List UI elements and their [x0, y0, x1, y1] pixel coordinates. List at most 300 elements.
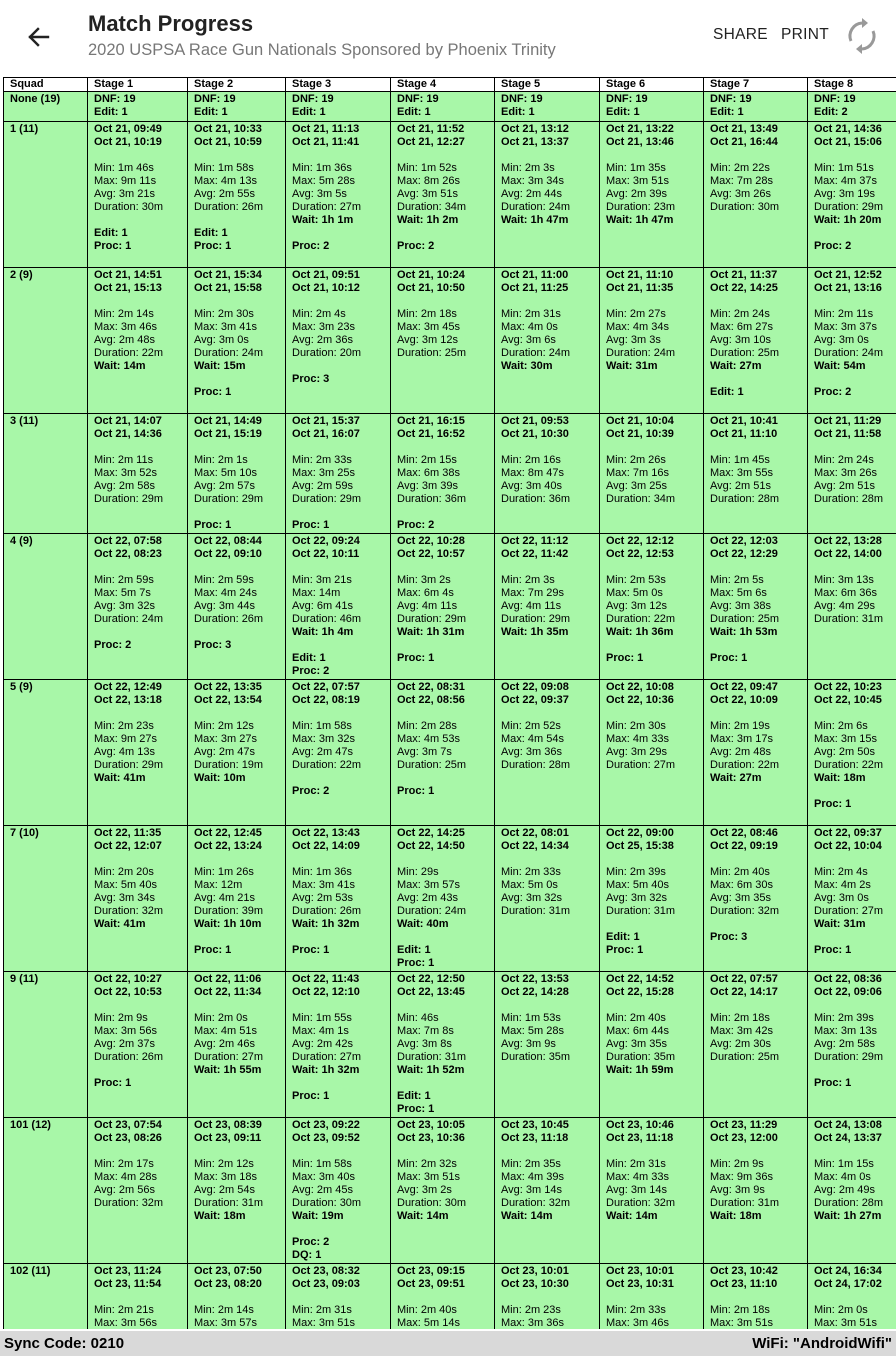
- stage-cell[interactable]: [188, 680, 286, 826]
- status-line: Proc: 1: [397, 957, 435, 969]
- min-time: Min: 2m 30s: [194, 308, 254, 320]
- end-time: Oct 23, 11:10: [710, 1278, 778, 1290]
- avg-time: Avg: 4m 21s: [194, 892, 255, 904]
- status-line: Proc: 2: [814, 240, 852, 252]
- duration: Duration: 36m: [397, 493, 467, 505]
- stage-cell[interactable]: [495, 92, 600, 122]
- stage-cell[interactable]: [808, 826, 896, 972]
- stage-cell[interactable]: [600, 826, 704, 972]
- end-time: Oct 21, 14:36: [94, 428, 162, 440]
- stage-cell[interactable]: [808, 414, 896, 534]
- squad-cell[interactable]: None (19): [4, 92, 88, 122]
- min-time: Min: 1m 15s: [814, 1158, 874, 1170]
- start-time: Oct 22, 12:45: [194, 827, 262, 839]
- stage-cell[interactable]: [808, 1118, 896, 1264]
- spacer: [292, 707, 390, 720]
- wait-time: Wait: 1h 31m: [397, 626, 465, 638]
- status-line: Edit: 1: [710, 386, 744, 398]
- max-time: Max: 3m 36s: [501, 1317, 564, 1329]
- max-time: Max: 3m 25s: [292, 467, 355, 479]
- min-time: Min: 2m 17s: [94, 1158, 154, 1170]
- start-time: Oct 22, 08:01: [501, 827, 569, 839]
- spacer: [606, 1145, 703, 1158]
- avg-time: Avg: 3m 21s: [94, 188, 155, 200]
- stage-cell[interactable]: [808, 122, 896, 268]
- status-line: Proc: 1: [814, 944, 852, 956]
- column-header-stage-2[interactable]: Stage 2: [188, 78, 286, 92]
- duration: Duration: 30m: [292, 1197, 362, 1209]
- min-time: Min: 1m 36s: [292, 162, 352, 174]
- duration: Duration: 46m: [292, 613, 362, 625]
- end-time: Oct 23, 11:18: [501, 1132, 569, 1144]
- stage-cell[interactable]: [88, 826, 188, 972]
- wait-time: Wait: 15m: [194, 360, 246, 372]
- stage-cell[interactable]: [188, 1264, 286, 1330]
- stage-cell[interactable]: [495, 680, 600, 826]
- spacer: [397, 639, 494, 652]
- column-header-stage-1[interactable]: Stage 1: [88, 78, 188, 92]
- avg-time: Avg: 3m 14s: [501, 1184, 562, 1196]
- stage-cell[interactable]: [88, 972, 188, 1118]
- progress-table: [3, 77, 896, 1329]
- start-time: Oct 21, 13:22: [606, 123, 674, 135]
- stage-cell[interactable]: [188, 826, 286, 972]
- spacer: [501, 1145, 599, 1158]
- max-time: Max: 3m 51s: [292, 1317, 355, 1329]
- spacer: [397, 295, 494, 308]
- stage-cell[interactable]: [704, 534, 808, 680]
- squad-cell[interactable]: 2 (9): [4, 268, 88, 414]
- duration: Duration: 28m: [710, 493, 780, 505]
- stage-cell[interactable]: [704, 414, 808, 534]
- stage-cell[interactable]: [704, 1264, 808, 1330]
- status-bar: [0, 1331, 896, 1356]
- column-header-squad[interactable]: Squad: [4, 78, 88, 92]
- column-header-stage-4[interactable]: Stage 4: [391, 78, 495, 92]
- stage-cell[interactable]: [188, 1118, 286, 1264]
- stage-cell[interactable]: [495, 122, 600, 268]
- wait-time: Wait: 1h 55m: [194, 1064, 262, 1076]
- stage-cell[interactable]: [495, 826, 600, 972]
- end-time: Oct 23, 09:11: [194, 1132, 262, 1144]
- status-line: Proc: 1: [397, 785, 435, 797]
- avg-time: Avg: 2m 48s: [710, 746, 771, 758]
- squad-cell[interactable]: 4 (9): [4, 534, 88, 680]
- stage-cell[interactable]: [495, 1118, 600, 1264]
- wait-time: Wait: 18m: [814, 772, 866, 784]
- end-time: Oct 22, 12:10: [292, 986, 360, 998]
- avg-time: Avg: 3m 32s: [606, 892, 667, 904]
- sync-button[interactable]: [845, 17, 879, 55]
- duration: Duration: 20m: [292, 347, 362, 359]
- end-time: Oct 23, 11:54: [94, 1278, 162, 1290]
- print-button[interactable]: PRINT: [781, 26, 829, 43]
- stage-cell[interactable]: [704, 268, 808, 414]
- stage-cell[interactable]: [391, 414, 495, 534]
- stage-cell[interactable]: [600, 268, 704, 414]
- stage-cell[interactable]: [188, 268, 286, 414]
- stage-cell[interactable]: [88, 414, 188, 534]
- end-time: Oct 22, 13:18: [94, 694, 162, 706]
- duration: Duration: 26m: [194, 201, 264, 213]
- min-time: Min: 2m 24s: [814, 454, 874, 466]
- stage-cell[interactable]: [286, 972, 391, 1118]
- start-time: Oct 24, 13:08: [814, 1119, 882, 1131]
- spacer: [501, 441, 599, 454]
- spacer: [710, 1291, 807, 1304]
- min-time: Min: 2m 4s: [814, 866, 868, 878]
- status-line: Proc: 1: [194, 519, 232, 531]
- stage-cell[interactable]: [704, 122, 808, 268]
- min-time: Min: 2m 1s: [194, 454, 248, 466]
- column-header-stage-3[interactable]: Stage 3: [286, 78, 391, 92]
- spacer: [814, 149, 896, 162]
- stage-cell[interactable]: [286, 414, 391, 534]
- start-time: Oct 21, 10:33: [194, 123, 262, 135]
- avg-time: Avg: 2m 36s: [292, 334, 353, 346]
- duration: Duration: 29m: [814, 201, 884, 213]
- start-time: Oct 21, 10:04: [606, 415, 674, 427]
- max-time: Max: 3m 41s: [194, 321, 257, 333]
- stage-cell[interactable]: [286, 122, 391, 268]
- column-header-stage-7[interactable]: Stage 7: [704, 78, 808, 92]
- duration: Duration: 27m: [292, 201, 362, 213]
- start-time: Oct 23, 10:01: [606, 1265, 674, 1277]
- min-time: Min: 3m 2s: [397, 574, 451, 586]
- stage-cell[interactable]: [600, 1118, 704, 1264]
- stage-cell[interactable]: [495, 972, 600, 1118]
- start-time: Oct 21, 16:15: [397, 415, 465, 427]
- stage-cell[interactable]: [704, 680, 808, 826]
- min-time: Min: 2m 24s: [710, 308, 770, 320]
- max-time: Max: 3m 56s: [94, 1317, 157, 1329]
- back-button[interactable]: [22, 20, 56, 54]
- start-time: Oct 22, 13:28: [814, 535, 882, 547]
- stage-cell[interactable]: [391, 1118, 495, 1264]
- stage-cell[interactable]: [391, 534, 495, 680]
- duration: Duration: 25m: [710, 347, 780, 359]
- table-header-row: [4, 78, 896, 92]
- max-time: Max: 4m 33s: [606, 733, 669, 745]
- status-line: Proc: 3: [292, 373, 330, 385]
- end-time: Oct 22, 10:53: [94, 986, 162, 998]
- min-time: Min: 2m 32s: [397, 1158, 457, 1170]
- duration: Duration: 39m: [194, 905, 264, 917]
- min-time: Min: 2m 20s: [94, 866, 154, 878]
- squad-cell[interactable]: 1 (11): [4, 122, 88, 268]
- end-time: Oct 23, 08:20: [194, 1278, 262, 1290]
- spacer: [194, 441, 285, 454]
- avg-time: Avg: 3m 44s: [194, 600, 255, 612]
- max-time: Max: 12m: [194, 879, 243, 891]
- end-time: Oct 21, 13:16: [814, 282, 882, 294]
- status-line: Edit: 1: [606, 931, 640, 943]
- share-button[interactable]: SHARE: [713, 26, 768, 43]
- page-title: Match Progress: [88, 11, 254, 36]
- max-time: Max: 6m 44s: [606, 1025, 669, 1037]
- stage-cell[interactable]: [391, 1264, 495, 1330]
- spacer: [94, 1291, 187, 1304]
- stage-cell[interactable]: [286, 534, 391, 680]
- stage-cell[interactable]: [808, 972, 896, 1118]
- start-time: Oct 22, 12:50: [397, 973, 465, 985]
- stage-cell[interactable]: [495, 268, 600, 414]
- avg-time: Avg: 3m 19s: [814, 188, 875, 200]
- stage-cell[interactable]: [600, 1264, 704, 1330]
- start-time: Oct 21, 09:49: [94, 123, 162, 135]
- stage-cell[interactable]: [88, 1118, 188, 1264]
- spacer: [710, 999, 807, 1012]
- max-time: Max: 4m 2s: [814, 879, 871, 891]
- stage-cell[interactable]: [600, 92, 704, 122]
- max-time: Max: 5m 7s: [94, 587, 151, 599]
- stage-cell[interactable]: [600, 122, 704, 268]
- column-header-stage-5[interactable]: Stage 5: [495, 78, 600, 92]
- start-time: Oct 21, 09:53: [501, 415, 569, 427]
- stage-cell[interactable]: [88, 534, 188, 680]
- max-time: Max: 5m 28s: [292, 175, 355, 187]
- stage-cell[interactable]: [391, 972, 495, 1118]
- stage-cell[interactable]: [88, 92, 188, 122]
- end-time: Oct 22, 09:06: [814, 986, 882, 998]
- stage-cell[interactable]: [808, 680, 896, 826]
- stage-cell[interactable]: [286, 680, 391, 826]
- end-time: Oct 23, 08:26: [94, 1132, 162, 1144]
- duration: Duration: 32m: [710, 905, 780, 917]
- stage-cell[interactable]: [704, 972, 808, 1118]
- end-time: Oct 22, 09:10: [194, 548, 262, 560]
- stage-cell[interactable]: [391, 680, 495, 826]
- spacer: [292, 1223, 390, 1236]
- spacer: [814, 707, 896, 720]
- start-time: Oct 22, 14:25: [397, 827, 465, 839]
- duration: Duration: 29m: [94, 493, 164, 505]
- stage-cell[interactable]: [391, 268, 495, 414]
- match-progress-grid[interactable]: [3, 77, 896, 1329]
- stage-cell[interactable]: [88, 122, 188, 268]
- end-time: Oct 21, 10:30: [501, 428, 569, 440]
- stage-cell[interactable]: [286, 268, 391, 414]
- max-time: Max: 4m 54s: [501, 733, 564, 745]
- min-time: Min: 2m 35s: [501, 1158, 561, 1170]
- stage-cell[interactable]: [391, 122, 495, 268]
- end-time: Oct 22, 12:29: [710, 548, 778, 560]
- start-time: Oct 22, 09:08: [501, 681, 569, 693]
- stage-cell[interactable]: [286, 826, 391, 972]
- cell-line: Edit: 1: [292, 106, 326, 118]
- min-time: Min: 2m 0s: [194, 1012, 248, 1024]
- end-time: Oct 22, 14:09: [292, 840, 360, 852]
- stage-cell[interactable]: [495, 414, 600, 534]
- wait-time: Wait: 27m: [710, 772, 762, 784]
- stage-cell[interactable]: [495, 1264, 600, 1330]
- avg-time: Avg: 3m 38s: [710, 600, 771, 612]
- avg-time: Avg: 4m 11s: [501, 600, 562, 612]
- max-time: Max: 9m 27s: [94, 733, 157, 745]
- squad-cell[interactable]: 3 (11): [4, 414, 88, 534]
- duration: Duration: 25m: [397, 759, 467, 771]
- stage-cell[interactable]: [808, 268, 896, 414]
- app-bar: [0, 0, 896, 72]
- avg-time: Avg: 3m 7s: [397, 746, 452, 758]
- duration: Duration: 19m: [194, 759, 264, 771]
- stage-cell[interactable]: [495, 534, 600, 680]
- spacer: [606, 561, 703, 574]
- stage-cell[interactable]: [188, 972, 286, 1118]
- max-time: Max: 8m 26s: [397, 175, 460, 187]
- max-time: Max: 3m 51s: [606, 175, 669, 187]
- min-time: Min: 2m 27s: [606, 308, 666, 320]
- min-time: Min: 2m 33s: [292, 454, 352, 466]
- stage-cell[interactable]: [88, 268, 188, 414]
- max-time: Max: 6m 38s: [397, 467, 460, 479]
- avg-time: Avg: 2m 48s: [94, 334, 155, 346]
- duration: Duration: 32m: [94, 1197, 164, 1209]
- table-row: [4, 1264, 896, 1330]
- spacer: [292, 295, 390, 308]
- start-time: Oct 23, 07:54: [94, 1119, 162, 1131]
- stage-cell[interactable]: [600, 972, 704, 1118]
- spacer: [397, 707, 494, 720]
- start-time: Oct 21, 14:36: [814, 123, 882, 135]
- stage-cell[interactable]: [286, 1118, 391, 1264]
- cell-line: DNF: 19: [292, 93, 334, 105]
- max-time: Max: 4m 51s: [194, 1025, 257, 1037]
- stage-cell[interactable]: [188, 92, 286, 122]
- stage-cell[interactable]: [286, 1264, 391, 1330]
- cell-line: Edit: 1: [94, 106, 128, 118]
- cell-line: DNF: 19: [501, 93, 543, 105]
- start-time: Oct 21, 14:07: [94, 415, 162, 427]
- stage-cell[interactable]: [704, 1118, 808, 1264]
- min-time: Min: 2m 3s: [501, 162, 555, 174]
- table-row: [4, 1118, 896, 1264]
- max-time: Max: 7m 29s: [501, 587, 564, 599]
- avg-time: Avg: 4m 13s: [94, 746, 155, 758]
- column-header-stage-8[interactable]: Stage 8: [808, 78, 896, 92]
- avg-time: Avg: 2m 37s: [94, 1038, 155, 1050]
- squad-cell[interactable]: 102 (11): [4, 1264, 88, 1330]
- max-time: Max: 5m 40s: [94, 879, 157, 891]
- duration: Duration: 22m: [292, 759, 362, 771]
- avg-time: Avg: 2m 47s: [194, 746, 255, 758]
- spacer: [501, 853, 599, 866]
- start-time: Oct 23, 09:22: [292, 1119, 360, 1131]
- min-time: Min: 2m 18s: [397, 308, 457, 320]
- stage-cell[interactable]: [391, 826, 495, 972]
- avg-time: Avg: 2m 46s: [194, 1038, 255, 1050]
- squad-cell[interactable]: 9 (11): [4, 972, 88, 1118]
- max-time: Max: 3m 13s: [814, 1025, 877, 1037]
- avg-time: Avg: 2m 59s: [292, 480, 353, 492]
- start-time: Oct 22, 07:57: [710, 973, 778, 985]
- stage-cell[interactable]: [808, 534, 896, 680]
- spacer: [814, 853, 896, 866]
- duration: Duration: 24m: [501, 201, 571, 213]
- duration: Duration: 28m: [814, 1197, 884, 1209]
- avg-time: Avg: 3m 8s: [397, 1038, 452, 1050]
- stage-cell[interactable]: [286, 92, 391, 122]
- wait-time: Wait: 1h 47m: [501, 214, 569, 226]
- spacer: [397, 931, 494, 944]
- max-time: Max: 3m 37s: [814, 321, 877, 333]
- max-time: Max: 4m 53s: [397, 733, 460, 745]
- stage-cell[interactable]: [88, 680, 188, 826]
- stage-cell[interactable]: [188, 414, 286, 534]
- wait-time: Wait: 19m: [292, 1210, 344, 1222]
- stage-cell[interactable]: [600, 680, 704, 826]
- start-time: Oct 21, 09:51: [292, 269, 360, 281]
- spacer: [94, 149, 187, 162]
- min-time: Min: 2m 14s: [194, 1304, 254, 1316]
- avg-time: Avg: 2m 49s: [814, 1184, 875, 1196]
- spacer: [194, 999, 285, 1012]
- duration: Duration: 23m: [606, 201, 676, 213]
- column-header-stage-6[interactable]: Stage 6: [600, 78, 704, 92]
- table-row: [4, 534, 896, 680]
- avg-time: Avg: 2m 47s: [292, 746, 353, 758]
- end-time: Oct 22, 10:45: [814, 694, 882, 706]
- max-time: Max: 3m 57s: [194, 1317, 257, 1329]
- spacer: [397, 853, 494, 866]
- max-time: Max: 3m 18s: [194, 1171, 257, 1183]
- end-time: Oct 22, 13:54: [194, 694, 262, 706]
- min-time: Min: 2m 15s: [397, 454, 457, 466]
- table-row-none: [4, 92, 896, 122]
- stage-cell[interactable]: [600, 534, 704, 680]
- stage-cell[interactable]: [704, 92, 808, 122]
- start-time: Oct 22, 10:23: [814, 681, 882, 693]
- stage-cell[interactable]: [704, 826, 808, 972]
- stage-cell[interactable]: [808, 92, 896, 122]
- end-time: Oct 21, 11:41: [292, 136, 360, 148]
- max-time: Max: 4m 0s: [814, 1171, 871, 1183]
- max-time: Max: 3m 34s: [501, 175, 564, 187]
- max-time: Max: 6m 36s: [814, 587, 877, 599]
- max-time: Max: 4m 37s: [814, 175, 877, 187]
- stage-cell[interactable]: [391, 92, 495, 122]
- stage-cell[interactable]: [808, 1264, 896, 1330]
- stage-cell[interactable]: [188, 122, 286, 268]
- duration: Duration: 24m: [501, 347, 571, 359]
- start-time: Oct 22, 14:52: [606, 973, 674, 985]
- stage-cell[interactable]: [88, 1264, 188, 1330]
- avg-time: Avg: 3m 9s: [710, 1184, 765, 1196]
- end-time: Oct 23, 09:51: [397, 1278, 465, 1290]
- spacer: [194, 149, 285, 162]
- spacer: [292, 227, 390, 240]
- start-time: Oct 21, 11:29: [814, 415, 882, 427]
- duration: Duration: 25m: [710, 1051, 780, 1063]
- avg-time: Avg: 2m 51s: [814, 480, 875, 492]
- squad-cell[interactable]: 101 (12): [4, 1118, 88, 1264]
- avg-time: Avg: 3m 29s: [606, 746, 667, 758]
- stage-cell[interactable]: [188, 534, 286, 680]
- max-time: Max: 5m 0s: [606, 587, 663, 599]
- spacer: [94, 626, 187, 639]
- max-time: Max: 3m 40s: [292, 1171, 355, 1183]
- spacer: [194, 853, 285, 866]
- max-time: Max: 3m 51s: [397, 1171, 460, 1183]
- min-time: Min: 1m 35s: [606, 162, 666, 174]
- start-time: Oct 24, 16:34: [814, 1265, 882, 1277]
- squad-cell[interactable]: 7 (10): [4, 826, 88, 972]
- squad-cell[interactable]: 5 (9): [4, 680, 88, 826]
- start-time: Oct 22, 07:58: [94, 535, 162, 547]
- stage-cell[interactable]: [600, 414, 704, 534]
- spacer: [501, 707, 599, 720]
- avg-time: Avg: 3m 10s: [710, 334, 771, 346]
